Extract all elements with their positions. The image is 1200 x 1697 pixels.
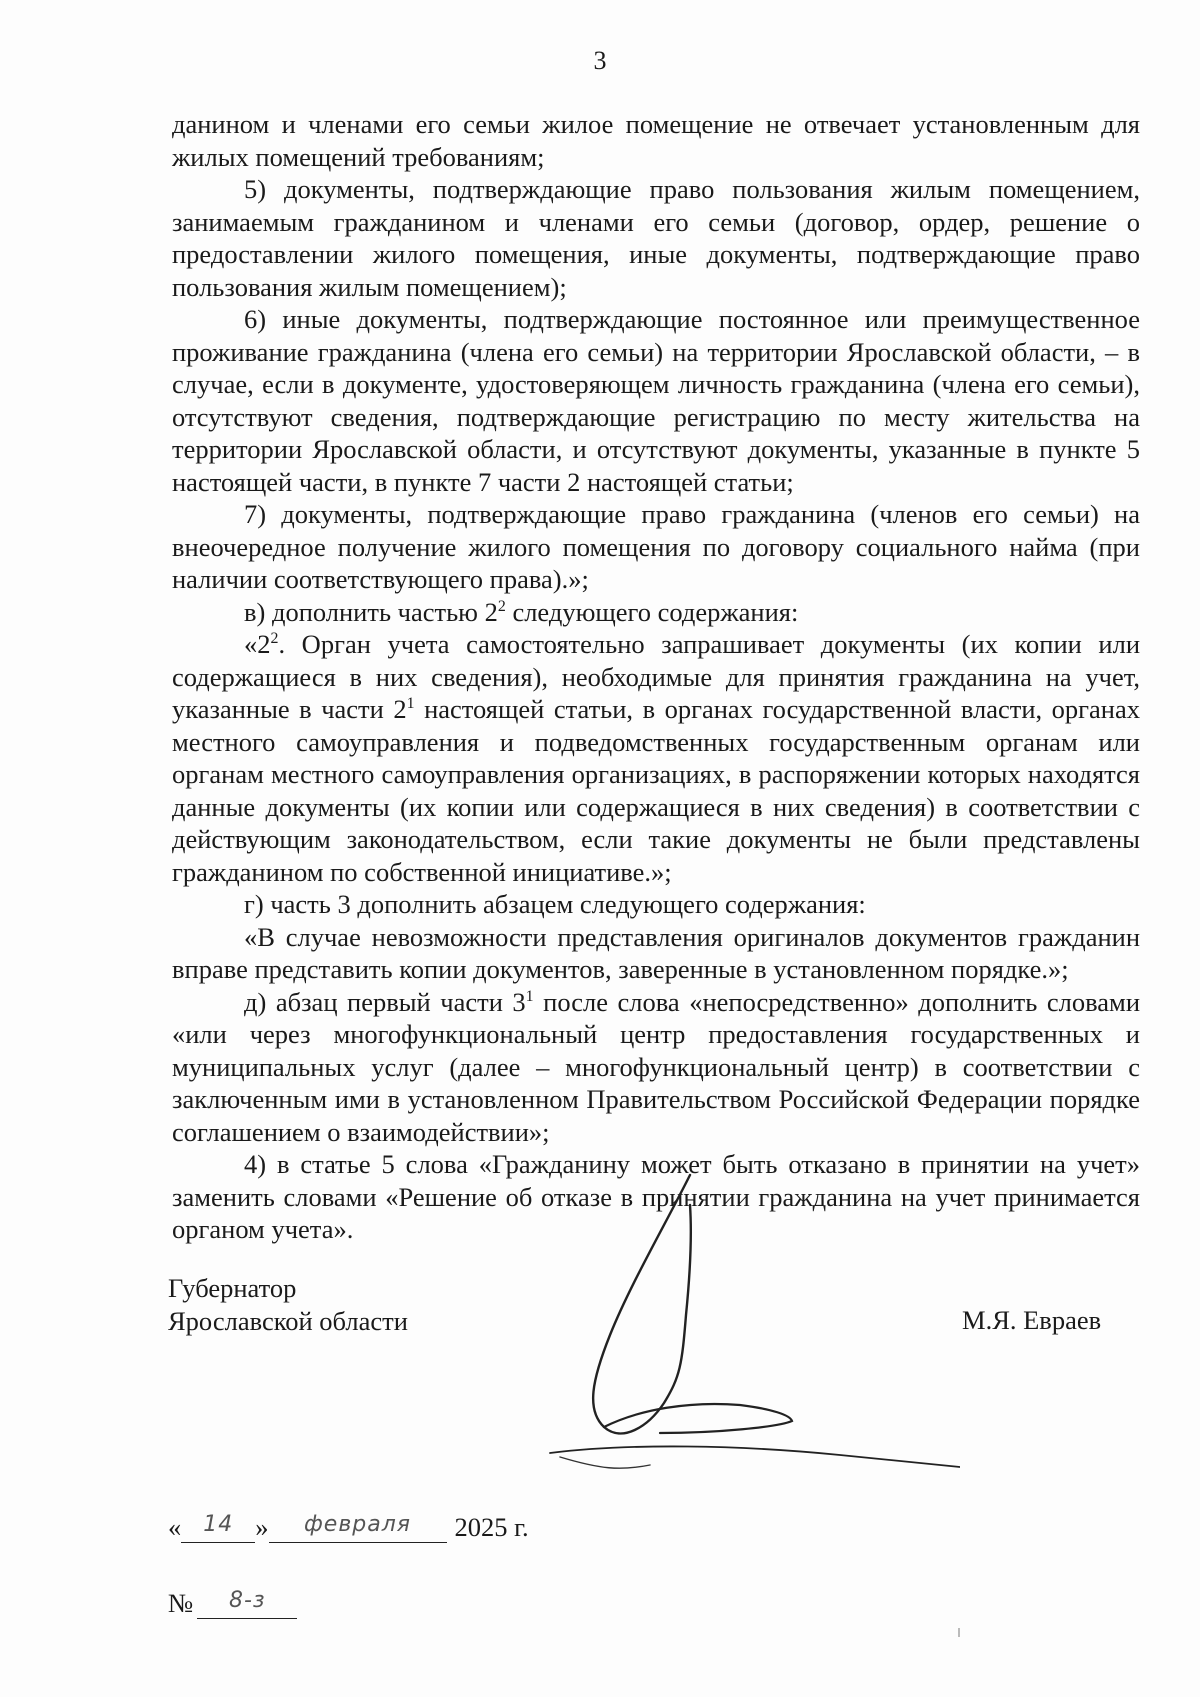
paragraph: «$2^2$. Орган учета самостоятельно запрашивает документы (их копии или содержащиеся в них сведения), необходимые для принятия гражданина на учет, указанные в части $2^1$ настоящей статьи, в органах государственной власти, органах местного самоуправления и подведомственных государственным органам или органам местного самоуправления организациях, в распоряжении которых находятся данные документы (их копии или содержащиеся в них сведения) в соответствии с действующим законодательством, если такие документы не были представлены гражданином по собственной инициативе.»;: [172, 629, 1140, 887]
scan-artifact: [958, 1628, 960, 1637]
handwritten-month: февраля: [269, 1512, 447, 1543]
paragraph: 7) документы, подтверждающие право гражданина (членов его семьи) на внеочередное получение жилого помещения по договору социального найма (при наличии соответствующего права).»;: [172, 499, 1140, 594]
signatory-name: М.Я. Евраев: [962, 1305, 1102, 1335]
paragraph: 4) в статье 5 слова «Гражданину может быть отказано в принятии на учет» заменить словами «Решение об отказе в принятии гражданина на учет принимается органом учета».: [172, 1149, 1140, 1244]
signatory-position: Губернатор Ярославской области: [168, 1273, 408, 1336]
superscript: 1: [406, 695, 415, 713]
paragraph: д) абзац первый части $3^1$ после слова «непосредственно» дополнить словами «или через многофункциональный центр предоставления государственных и муниципальных услуг (далее – многофункциональный центр) в соответствии с заключенным ими в установленном Правительством Российской Федерации порядке соглашением о взаимодействии»;: [172, 986, 1140, 1147]
document-body: [172, 108, 1140, 1246]
handwritten-signature: [540, 1165, 960, 1495]
paragraph: 5) документы, подтверждающие право пользования жилым помещением, занимаемым гражданином и членами его семьи (договор, ордер, решение о предоставлении жилого помещения, иные документы, подтверждающие право пользования жилым помещением);: [172, 174, 1140, 302]
superscript: 2: [497, 597, 506, 615]
paragraph: в) дополнить частью $2^2$ следующего содержания:: [244, 596, 799, 627]
number-sign: №: [168, 1588, 194, 1618]
paragraph: 6) иные документы, подтверждающие постоянное или преимущественное проживание гражданина (члена его семьи) на территории Ярославской области, – в случае, если в документе, удостоверяющем личность гражданина (члена его семьи), отсутствуют сведения, подтверждающие регистрацию по месту жительства на территории Ярославской области, и отсутствуют документы, указанные в пункте 5 настоящей части, в пункте 7 части 2 настоящей статьи;: [172, 304, 1140, 497]
superscript: 2: [270, 630, 279, 648]
signing-date: « 14 » февраля 2025 г.: [168, 1512, 529, 1542]
paragraph: г) часть 3 дополнить абзацем следующего содержания:: [244, 889, 866, 919]
paragraph: «В случае невозможности представления оригиналов документов гражданин вправе представить копии документов, заверенные в установленном порядке.»;: [172, 921, 1140, 984]
page-number: 3: [593, 46, 607, 75]
date-year: 2025 г.: [454, 1512, 529, 1542]
document-number: [168, 1588, 297, 1619]
superscript: 1: [525, 987, 534, 1005]
handwritten-number: 8-з: [197, 1588, 297, 1619]
paragraph: данином и членами его семьи жилое помещение не отвечает установленным для жилых помещений требованиям;: [172, 109, 1140, 172]
handwritten-day: 14: [181, 1512, 255, 1543]
